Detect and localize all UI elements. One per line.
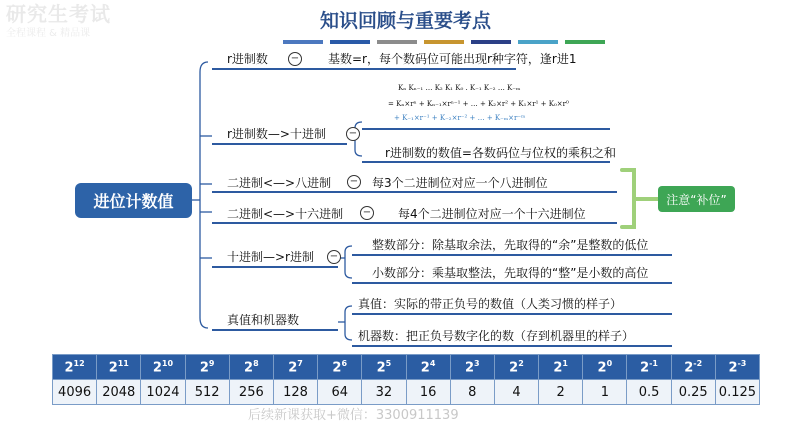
machine-number-underline xyxy=(352,345,672,347)
branch-r-to-dec-underline xyxy=(212,143,347,145)
bin-oct-desc: 每3个二进制位对应一个八进制位 xyxy=(372,176,548,190)
power-header-cell xyxy=(185,355,229,380)
collapse-bin-oct-icon[interactable]: − xyxy=(347,175,361,189)
power-exponent: 7 xyxy=(297,358,303,368)
power-header-cell xyxy=(494,355,538,380)
power-exponent: 3 xyxy=(474,358,480,368)
true-value-desc: 真值：实际的带正负号的数值（人类习惯的样子） xyxy=(358,297,623,311)
machine-number-desc: 机器数：把正负号数字化的数（存到机器里的样子） xyxy=(358,329,635,343)
power-header-cell xyxy=(273,355,317,380)
power-base: 2 xyxy=(244,360,254,376)
power-exponent: 12 xyxy=(73,358,85,368)
formula-fraction-text: + K₋₁×r⁻¹ + K₋₂×r⁻² + … + K₋ₘ×r⁻ᵐ xyxy=(394,114,526,122)
powers-of-two-table xyxy=(52,354,760,405)
branch-r-radix: r进制数 xyxy=(227,52,268,66)
frac-part-underline xyxy=(352,282,672,284)
power-header-cell xyxy=(671,355,715,380)
power-exponent: 8 xyxy=(253,358,259,368)
powers-header-row xyxy=(53,355,760,380)
root-node: 进位计数值 xyxy=(75,183,192,218)
power-base: 2 xyxy=(464,360,475,376)
bin-hex-underline xyxy=(212,222,617,224)
true-value-underline xyxy=(352,313,672,315)
formula-digits: Kₙ Kₙ₋₁ … K₂ K₁ K₀ . K₋₁ K₋₂ … K₋ₘ xyxy=(398,84,521,92)
power-base: 2 xyxy=(199,360,209,376)
power-exponent: -3 xyxy=(737,358,747,368)
power-exponent: 6 xyxy=(341,358,348,368)
power-value-cell: 512 xyxy=(185,380,229,405)
branch-dec-to-r: 十进制—>r进制 xyxy=(227,250,314,264)
power-exponent: 0 xyxy=(606,358,613,368)
power-base: 2 xyxy=(64,360,74,376)
power-value-cell: 0.5 xyxy=(627,380,671,405)
dec-to-r-int-part: 整数部分：除基取余法，先取得的“余”是整数的低位 xyxy=(372,238,649,252)
page-title: 知识回顾与重要考点 xyxy=(319,10,491,32)
power-exponent: 11 xyxy=(117,358,129,368)
branch-r-radix-underline xyxy=(212,68,516,70)
power-header-cell xyxy=(229,355,273,380)
power-base: 2 xyxy=(597,360,607,376)
power-exponent: -2 xyxy=(693,358,703,368)
power-exponent: -1 xyxy=(649,358,658,368)
power-value-cell: 1 xyxy=(583,380,627,405)
power-value-cell: 256 xyxy=(229,380,273,405)
power-base: 2 xyxy=(640,360,650,376)
power-base: 2 xyxy=(288,360,298,376)
power-header-cell xyxy=(362,355,406,380)
watermark-line-2: 全程课程 & 精品课 xyxy=(6,28,91,39)
powers-value-row xyxy=(53,380,760,405)
watermark-line-1: 研究生考试 xyxy=(6,2,111,26)
power-base: 2 xyxy=(553,360,563,376)
power-value-cell: 2 xyxy=(539,380,583,405)
r-radix-desc: 基数=r，每个数码位可能出现r种字符，逢r进1 xyxy=(328,52,577,66)
power-base: 2 xyxy=(684,360,694,376)
branch-dec-to-r-underline xyxy=(212,266,338,268)
power-value-cell: 4 xyxy=(494,380,538,405)
power-value-cell: 2048 xyxy=(97,380,141,405)
formula-expansion: = Kₙ×rⁿ + Kₙ₋₁×rⁿ⁻¹ + … + K₂×r² + K₁×r¹ + K₀×r⁰ xyxy=(388,100,569,108)
note-padding-badge: 注意“补位” xyxy=(658,186,735,212)
power-base: 2 xyxy=(332,360,342,376)
power-exponent: 10 xyxy=(161,358,174,368)
power-base: 2 xyxy=(152,360,162,376)
power-header-cell xyxy=(583,355,627,380)
formula-underline xyxy=(362,128,610,130)
power-header-cell xyxy=(406,355,450,380)
branch-bin-hex: 二进制<—>十六进制 xyxy=(227,207,344,221)
power-header-cell xyxy=(715,355,759,380)
power-header-cell xyxy=(627,355,671,380)
collapse-r-to-dec-icon[interactable]: − xyxy=(346,127,360,141)
power-value-cell: 8 xyxy=(450,380,494,405)
power-exponent: 5 xyxy=(385,358,392,368)
power-header-cell xyxy=(141,355,185,380)
dec-to-r-frac-part: 小数部分：乘基取整法，先取得的“整”是小数的高位 xyxy=(372,266,649,280)
power-value-cell: 1024 xyxy=(141,380,185,405)
power-value-cell: 128 xyxy=(273,380,317,405)
bin-oct-underline xyxy=(212,191,617,193)
power-header-cell xyxy=(539,355,583,380)
power-exponent: 9 xyxy=(208,358,215,368)
power-value-cell: 0.125 xyxy=(715,380,759,405)
formula-fraction xyxy=(394,114,525,123)
power-value-cell: 64 xyxy=(318,380,362,405)
power-header-cell xyxy=(53,355,97,380)
power-value-cell: 32 xyxy=(362,380,406,405)
branch-true-machine-underline xyxy=(212,329,338,331)
power-value-cell: 16 xyxy=(406,380,450,405)
power-value-cell: 0.25 xyxy=(671,380,715,405)
collapse-dec-to-r-icon[interactable]: − xyxy=(327,250,341,264)
power-header-cell xyxy=(97,355,141,380)
branch-true-machine: 真值和机器数 xyxy=(227,313,300,327)
branch-r-to-dec: r进制数—>十进制 xyxy=(227,127,326,141)
r-to-dec-desc-underline xyxy=(362,161,610,163)
r-to-dec-desc: r进制数的数值=各数码位与位权的乘积之和 xyxy=(385,146,616,160)
power-base: 2 xyxy=(420,360,430,376)
power-base: 2 xyxy=(509,360,519,376)
power-exponent: 4 xyxy=(429,358,436,368)
power-exponent: 1 xyxy=(562,358,568,368)
int-part-underline xyxy=(352,254,672,256)
bin-hex-desc: 每4个二进制位对应一个十六进制位 xyxy=(398,207,586,221)
power-header-cell xyxy=(450,355,494,380)
power-header-cell xyxy=(318,355,362,380)
footer-watermark: 后续新课获取+微信：3300911139 xyxy=(248,408,459,423)
power-exponent: 2 xyxy=(518,358,524,368)
branch-bin-oct: 二进制<—>八进制 xyxy=(227,176,332,190)
power-value-cell: 4096 xyxy=(53,380,97,405)
power-base: 2 xyxy=(728,360,738,376)
power-base: 2 xyxy=(108,360,118,376)
power-base: 2 xyxy=(376,360,386,376)
collapse-bin-hex-icon[interactable]: − xyxy=(360,206,374,220)
collapse-r-radix-icon[interactable]: − xyxy=(288,52,302,66)
